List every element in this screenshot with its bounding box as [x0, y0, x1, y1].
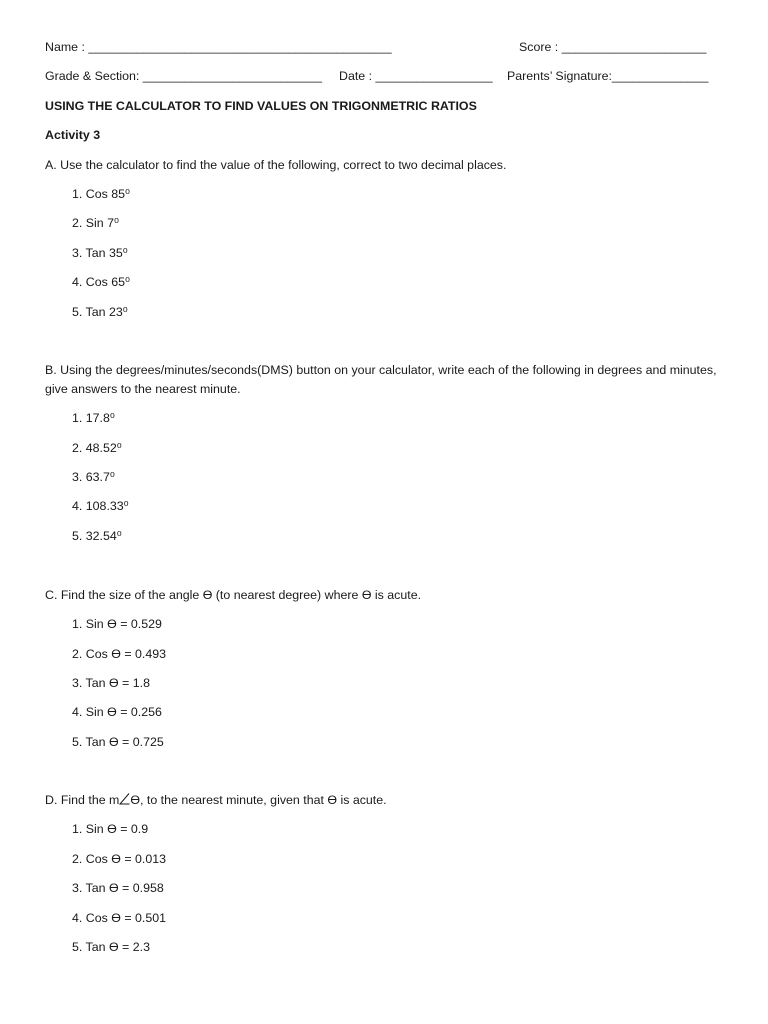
section-c-item: 2. Cos ϴ = 0.493 [72, 647, 167, 661]
section-a-item: 4. Cos 65⁰ [72, 275, 131, 289]
section-d-item: 4. Cos ϴ = 0.501 [72, 911, 167, 925]
section-d-instruction-prefix: D. Find the m [45, 793, 120, 807]
page-title: USING THE CALCULATOR TO FIND VALUES ON TRIGONMETRIC RATIOS [45, 99, 477, 113]
section-a-item: 3. Tan 35⁰ [72, 246, 128, 260]
section-d-item: 1. Sin ϴ = 0.9 [72, 822, 149, 836]
section-b-item: 1. 17.8⁰ [72, 411, 115, 425]
date-field[interactable]: Date : _________________ [339, 69, 493, 83]
section-a-instruction: A. Use the calculator to find the value of the following, correct to two decimal places. [45, 158, 507, 172]
section-a-item: 5. Tan 23⁰ [72, 305, 128, 319]
section-b-instruction: B. Using the degrees/minutes/seconds(DMS) button on your calculator, write each of the following in degrees and minutes, give answers to the nearest minute. [45, 363, 717, 396]
section-c-item: 4. Sin ϴ = 0.256 [72, 705, 162, 719]
section-d-instruction-suffix: ϴ, to the nearest minute, given that ϴ is acute. [130, 793, 387, 807]
section-b-item: 5. 32.54⁰ [72, 529, 122, 543]
parents-signature-field[interactable]: Parents’ Signature:______________ [507, 69, 709, 83]
section-d-instruction [45, 792, 387, 808]
angle-icon [119, 793, 130, 805]
section-c-item: 1. Sin ϴ = 0.529 [72, 617, 162, 631]
section-c-item: 3. Tan ϴ = 1.8 [72, 676, 150, 690]
section-d-item: 5. Tan ϴ = 2.3 [72, 940, 150, 954]
activity-heading: Activity 3 [45, 128, 101, 142]
section-a-item: 1. Cos 85⁰ [72, 187, 131, 201]
score-field[interactable]: Score : _____________________ [519, 40, 707, 54]
grade-section-field[interactable]: Grade & Section: __________________________ [45, 69, 322, 83]
section-b-item: 3. 63.7⁰ [72, 470, 115, 484]
section-d-item: 3. Tan ϴ = 0.958 [72, 881, 164, 895]
section-b-item: 2. 48.52⁰ [72, 441, 122, 455]
section-c-instruction: C. Find the size of the angle ϴ (to nearest degree) where ϴ is acute. [45, 588, 422, 602]
section-b-item: 4. 108.33⁰ [72, 499, 129, 513]
section-a-item: 2. Sin 7⁰ [72, 216, 119, 230]
name-field[interactable]: Name : ____________________________________________ [45, 40, 392, 54]
section-c-item: 5. Tan ϴ = 0.725 [72, 735, 164, 749]
section-d-item: 2. Cos ϴ = 0.013 [72, 852, 167, 866]
